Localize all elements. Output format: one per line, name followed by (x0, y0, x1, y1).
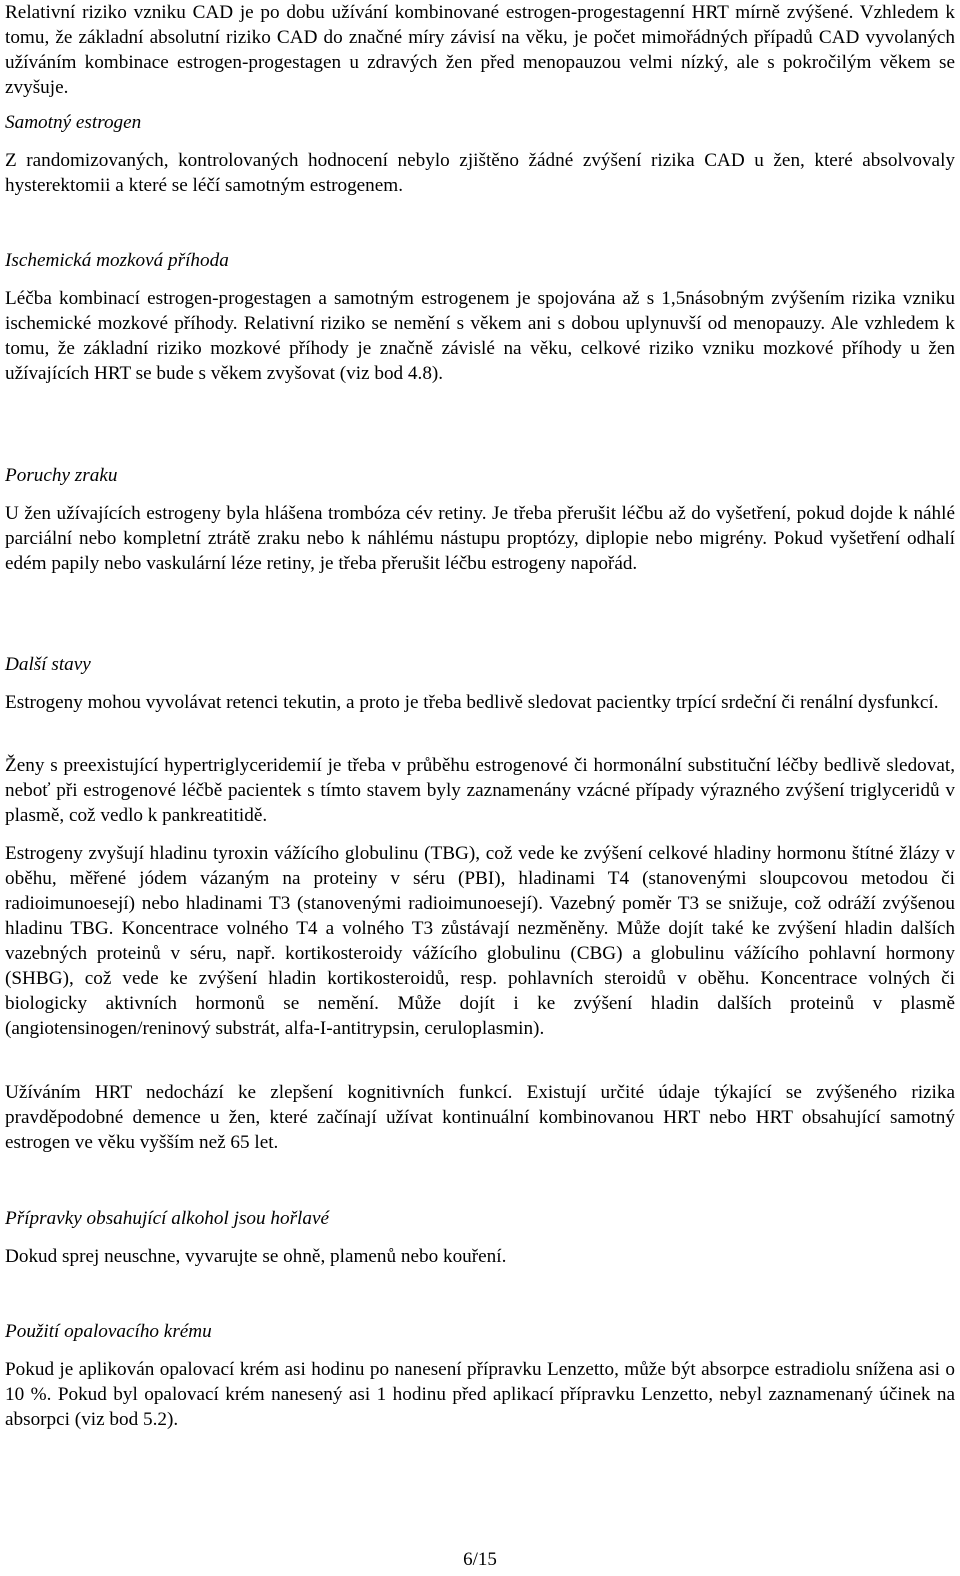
paragraph-pouziti-opalovaciho-kremu: Pokud je aplikován opalovací krém asi hodinu po nanesení přípravku Lenzetto, může být absorpce estradiolu snížena asi o 10 %. Pokud byl opalovací krém nanesený asi 1 hodinu před aplikací přípravku Lenzetto, nebyl zaznamenaný účinek na absorpci (viz bod 5.2). (5, 1359, 955, 1430)
heading-dalsi-stavy: Další stavy (5, 654, 91, 675)
paragraph-dalsi-stavy-2: Ženy s preexistující hypertriglyceridemií je třeba v průběhu estrogenové či hormonální substituční léčby bedlivě sledovat, neboť při estrogenové léčbě pacientek s tímto stavem byly zaznamenány vzácné případy výrazného zvýšení triglyceridů v plasmě, což vedlo k pankreatitidě. (5, 755, 955, 826)
paragraph-dalsi-stavy-4: Užíváním HRT nedochází ke zlepšení kognitivních funkcí. Existují určité údaje týkající se zvýšeného rizika pravděpodobné demence u žen, které začínají užívat kontinuální kombinovanou HRT nebo HRT obsahující samotný estrogen ve věku vyšším než 65 let. (5, 1082, 955, 1153)
heading-poruchy-zraku: Poruchy zraku (5, 465, 118, 486)
heading-ischemicka-mozkova-prihoda: Ischemická mozková příhoda (5, 250, 229, 271)
paragraph-poruchy-zraku: U žen užívajících estrogeny byla hlášena trombóza cév retiny. Je třeba přerušit léčbu až do vyšetření, pokud dojde k náhlé parciální nebo kompletní ztrátě zraku nebo k náhlému nástupu proptózy, diplopie nebo migrény. Pokud vyšetření odhalí edém papily nebo vaskulární léze retiny, je třeba přerušit léčbu estrogeny napořád. (5, 503, 955, 574)
paragraph-dalsi-stavy-3: Estrogeny zvyšují hladinu tyroxin vážícího globulinu (TBG), což vede ke zvýšení celkové hladiny hormonu štítné žlázy v oběhu, měřené jódem vázaným na proteiny v séru (PBI), hladinami T4 (stanovenými sloupcovou metodou či radioimunoesejí) nebo hladinami T3 (stanovenými radioimunoesejí). Vazebný poměr T3 se snižuje, což odráží zvýšenou hladinu TBG. Koncentrace volného T4 a volného T3 zůstávají nezměněny. Může dojít také ke zvýšení hladin dalších vazebných proteinů v séru, např. kortikosteroidy vážícího globulinu (CBG) a globulinu vážícího pohlavní hormony (SHBG), což vede ke zvýšení hladin kortikosteroidů, resp. pohlavních steroidů v oběhu. Koncentrace volných či biologicky aktivních hormonů se nemění. Může dojít i ke zvýšení hladin dalších proteinů v plasmě (angiotensinogen/reninový substrát, alfa-I-antitrypsin, ceruloplasmin). (5, 843, 955, 1039)
paragraph-pripravky-obsahujici-alkohol: Dokud sprej neuschne, vyvarujte se ohně, plamenů nebo kouření. (5, 1246, 507, 1267)
intro-paragraph: Relativní riziko vzniku CAD je po dobu užívání kombinované estrogen-progestagenní HRT mírně zvýšené. Vzhledem k tomu, že základní absolutní riziko CAD do značné míry závisí na věku, je počet mimořádných případů CAD vyvolaných užíváním kombinace estrogen-progestagen u zdravých žen před menopauzou velmi nízký, ale s pokročilým věkem se zvyšuje. (5, 2, 955, 98)
paragraph-samotny-estrogen: Z randomizovaných, kontrolovaných hodnocení nebylo zjištěno žádné zvýšení rizika CAD u žen, které absolvovaly hysterektomii a které se léčí samotným estrogenem. (5, 150, 955, 196)
paragraph-ischemicka-mozkova-prihoda: Léčba kombinací estrogen-progestagen a samotným estrogenem je spojována až s 1,5násobným zvýšením rizika vzniku ischemické mozkové příhody. Relativní riziko se nemění s věkem ani s dobou uplynuvší od menopauzy. Ale vzhledem k tomu, že základní riziko mozkové příhody je značně závislé na věku, celkové riziko vzniku mozkové příhody u žen užívajících HRT se bude s věkem zvyšovat (viz bod 4.8). (5, 288, 955, 384)
paragraph-dalsi-stavy-1: Estrogeny mohou vyvolávat retenci tekutin, a proto je třeba bedlivě sledovat pacientky trpící srdeční či renální dysfunkcí. (5, 692, 939, 713)
heading-pripravky-obsahujici-alkohol: Přípravky obsahující alkohol jsou hořlavé (5, 1208, 330, 1229)
heading-pouziti-opalovaciho-kremu: Použití opalovacího krému (5, 1321, 212, 1342)
heading-samotny-estrogen: Samotný estrogen (5, 112, 142, 133)
page-number: 6/15 (463, 1549, 497, 1570)
